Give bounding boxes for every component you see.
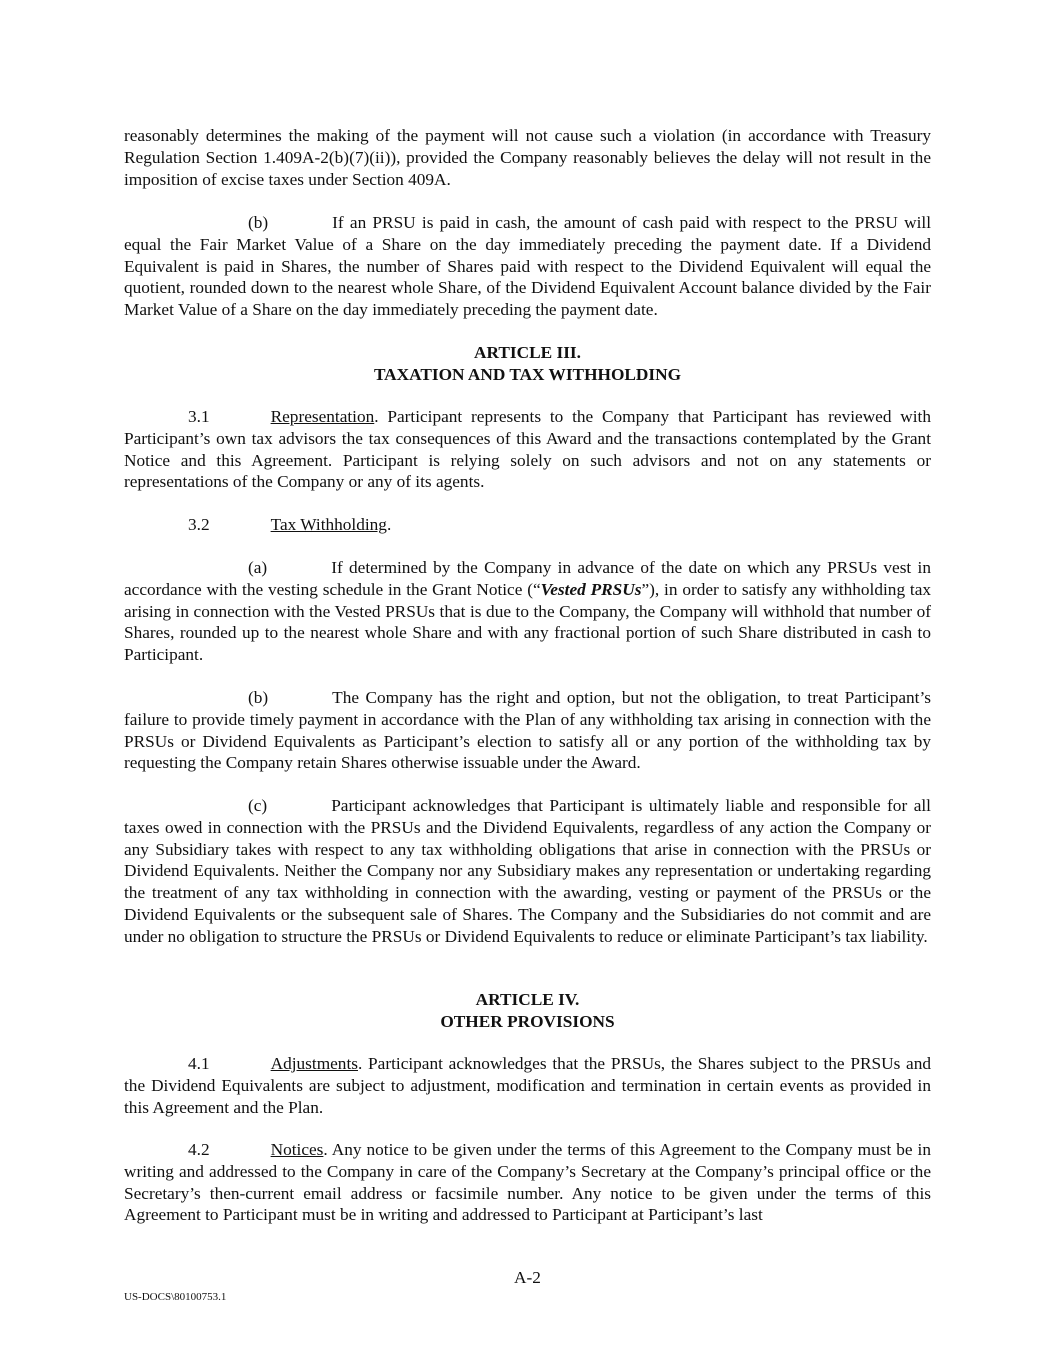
page-number: A-2 [514, 1268, 541, 1287]
clause-text: If an PRSU is paid in cash, the amount of cash paid with respect to the PRSU will equal the Fair Market Value of a Share on the day immediately preceding the payment date. If a Dividend Equivalent is paid in Shares, the number of Shares paid with respect to the Dividend Equivalent will equal the quotient, rounded down to the nearest whole Share, of the Dividend Equivalent Account balance divided by the Fair Market Value of a Share on the day immediately preceding the payment date. [124, 213, 931, 320]
clause-label: (b) [248, 688, 269, 707]
clause-text-1: If determined by the Company in advance of the date on which any PRSUs vest in accordance with the vesting schedule in the Grant Notice (“ [124, 558, 931, 599]
section-text: . Participant acknowledges that the PRSUs, the Shares subject to the PRSUs and the Dividend Equivalents are subject to adjustment, modification and termination in certain events as provided in this Agreement and the Plan. [124, 1054, 931, 1117]
section-number: 3.1 [188, 407, 210, 426]
document-id: US-DOCS\80100753.1 [124, 1291, 227, 1303]
section-heading: Adjustments [270, 1054, 358, 1073]
article-4-subtitle: OTHER PROVISIONS [440, 1011, 615, 1031]
section-heading: Tax Withholding [270, 515, 387, 534]
article-3-heading [124, 342, 931, 386]
section-3-2-a [124, 557, 931, 666]
section-number: 4.2 [188, 1140, 210, 1159]
section-4-1 [124, 1053, 931, 1118]
clause-text-2: ”), in order to satisfy any withholding tax arising in connection with the Vested PRSUs that is due to the Company, the Company will withhold that number of Shares, rounded up to the nearest whole Share and with any fractional portion of such Share distributed in cash to Participant. [124, 579, 932, 665]
section-3-1 [124, 406, 931, 493]
section-number: 3.2 [188, 515, 210, 534]
section-heading: Representation [270, 407, 375, 426]
section-3-2-b [124, 687, 931, 774]
defined-term: Vested PRSUs [540, 579, 642, 599]
section-3-2 [124, 514, 931, 536]
article-3-subtitle: TAXATION AND TAX WITHHOLDING [373, 364, 682, 384]
section-text: . Participant represents to the Company that Participant has reviewed with Participant’s own tax advisors the tax consequences of this Award and the transactions contemplated by the Grant Notice and this Agreement. Participant is relying solely on such advisors and not on any statements or representations of the Company or any of its agents. [124, 407, 931, 492]
article-4-title: ARTICLE IV. [475, 990, 580, 1009]
clause-label: (c) [248, 796, 268, 815]
clause-text: Participant acknowledges that Participant is ultimately liable and responsible for all taxes owed in connection with the PRSUs and the Dividend Equivalents, regardless of any action the Company or any Subsidiary takes with respect to any tax withholding obligations that arise in connection with the PRSUs or Dividend Equivalents. Neither the Company nor any Subsidiary makes any representation or undertaking regarding the treatment of any tax withholding in connection with the awarding, vesting or payment of the PRSUs or the Dividend Equivalents or the subsequent sale of Shares. The Company and the Subsidiaries do not commit and are under no obligation to structure the PRSUs or Dividend Equivalents to reduce or eliminate Participant’s tax liability. [124, 796, 931, 946]
section-4-2 [124, 1139, 931, 1226]
section-text: . Any notice to be given under the terms of this Agreement to the Company must be in writing and addressed to the Company in care of the Company’s Secretary at the Company’s principal office or the Secretary’s then-current email address or facsimile number. Any notice to be given under the terms of this Agreement to Participant must be in writing and addressed to Participant at Participant’s last [124, 1140, 931, 1225]
section-heading: Notices [270, 1140, 324, 1159]
article-3-title: ARTICLE III. [474, 343, 581, 362]
article-4-heading [124, 989, 931, 1033]
paragraph-intro: reasonably determines the making of the payment will not cause such a violation (in accordance with Treasury Regulation Section 1.409A-2(b)(7)(ii)), provided the Company reasonably believes the delay will not result in the imposition of excise taxes under Section 409A. [124, 126, 931, 189]
section-period: . [386, 515, 392, 534]
clause-label: (b) [248, 213, 269, 232]
clause-text: The Company has the right and option, but not the obligation, to treat Participant’s failure to provide timely payment in accordance with the Plan of any withholding tax arising in connection with the PRSUs or Dividend Equivalents as Participant’s election to satisfy all or any portion of the withholding tax by requesting the Company retain Shares otherwise issuable under the Award. [124, 688, 931, 773]
paragraph-2b [124, 212, 931, 321]
section-number: 4.1 [188, 1054, 210, 1073]
section-3-2-c [124, 795, 931, 948]
clause-label: (a) [248, 558, 268, 577]
